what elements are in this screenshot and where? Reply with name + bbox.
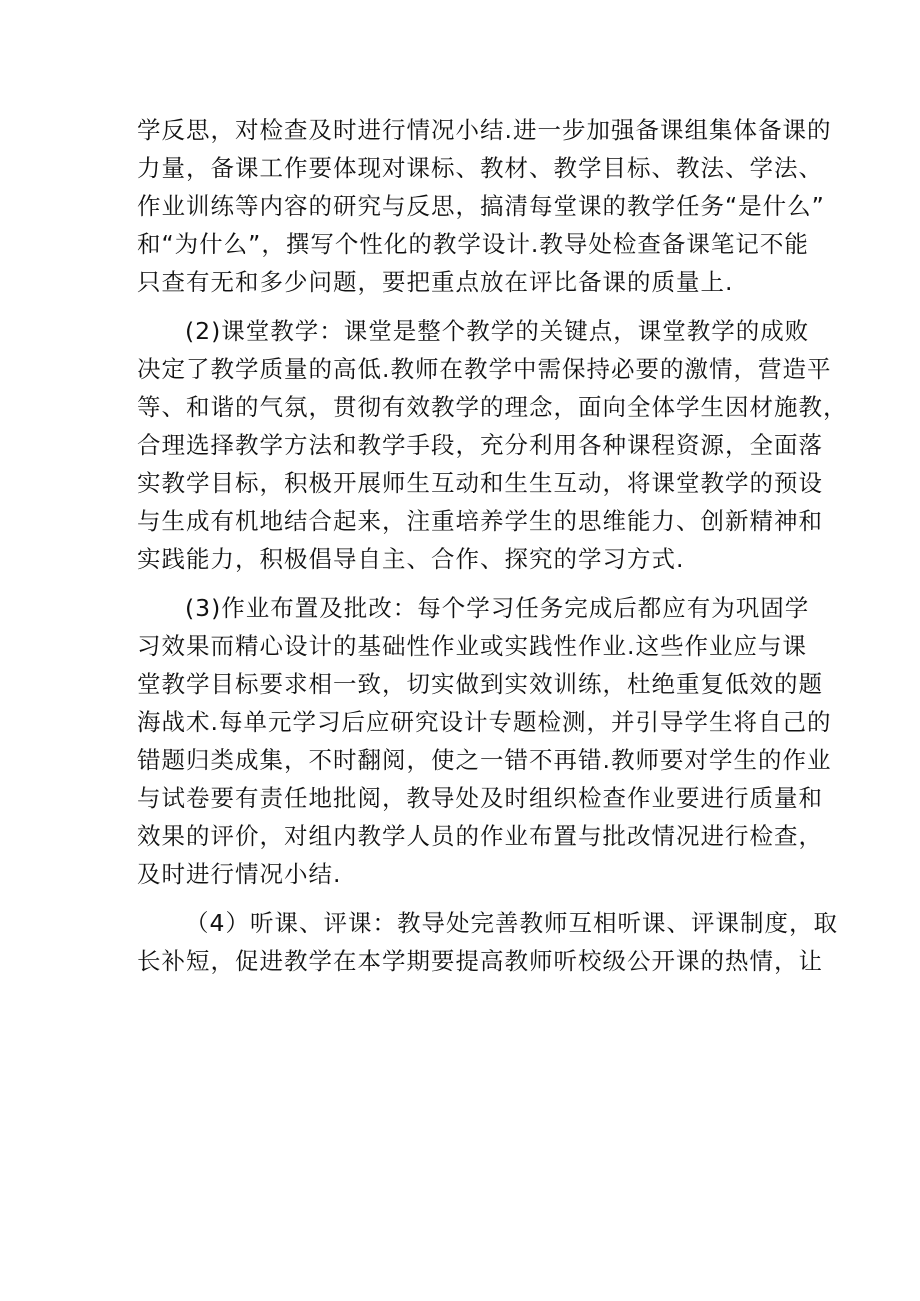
text-line: 效果的评价，对组内教学人员的作业布置与批改情况进行检查， bbox=[137, 822, 823, 850]
text-line: 实践能力，积极倡导自主、合作、探究的学习方式. bbox=[137, 545, 685, 573]
text-line: 学反思，对检查及时进行情况小结.进一步加强备课组集体备课的 bbox=[137, 116, 832, 144]
text-line: 决定了教学质量的高低.教师在教学中需保持必要的激情，营造平 bbox=[137, 355, 832, 383]
text-line: 与生成有机地结合起来，注重培养学生的思维能力、创新精神和 bbox=[137, 507, 823, 535]
text-line: 及时进行情况小结. bbox=[137, 860, 342, 888]
text-line: 和“为什么”，撰写个性化的教学设计.教导处检查备课笔记不能 bbox=[137, 230, 809, 258]
text-line: 合理选择教学方法和教学手段，充分利用各种课程资源，全面落 bbox=[137, 431, 823, 459]
text-line: 习效果而精心设计的基础性作业或实践性作业.这些作业应与课 bbox=[137, 632, 807, 660]
text-line: 与试卷要有责任地批阅，教导处及时组织检查作业要进行质量和 bbox=[137, 784, 823, 812]
paragraph-start-line: （4）听课、评课：教导处完善教师互相听课、评课制度，取 bbox=[185, 909, 838, 937]
text-line: 堂教学目标要求相一致，切实做到实效训练，杜绝重复低效的题 bbox=[137, 670, 823, 698]
text-line: 只查有无和多少问题，要把重点放在评比备课的质量上. bbox=[137, 268, 734, 296]
text-line: 等、和谐的气氛，贯彻有效教学的理念，面向全体学生因材施教， bbox=[137, 393, 848, 421]
text-line: 力量，备课工作要体现对课标、教材、教学目标、教法、学法、 bbox=[137, 154, 823, 182]
text-line: 作业训练等内容的研究与反思，搞清每堂课的教学任务“是什么” bbox=[137, 192, 825, 220]
paragraph-start-line: (3)作业布置及批改：每个学习任务完成后都应有为巩固学 bbox=[185, 594, 810, 622]
text-line: 实教学目标，积极开展师生互动和生生互动，将课堂教学的预设 bbox=[137, 469, 823, 497]
text-line: 长补短，促进教学在本学期要提高教师听校级公开课的热情，让 bbox=[137, 947, 823, 975]
paragraph-start-line: (2)课堂教学：课堂是整个教学的关键点，课堂教学的成败 bbox=[185, 317, 810, 345]
body-text bbox=[137, 111, 848, 980]
text-line: 海战术.每单元学习后应研究设计专题检测，并引导学生将自己的 bbox=[137, 708, 832, 736]
text-line: 错题归类成集，不时翻阅，使之一错不再错.教师要对学生的作业 bbox=[137, 746, 832, 774]
